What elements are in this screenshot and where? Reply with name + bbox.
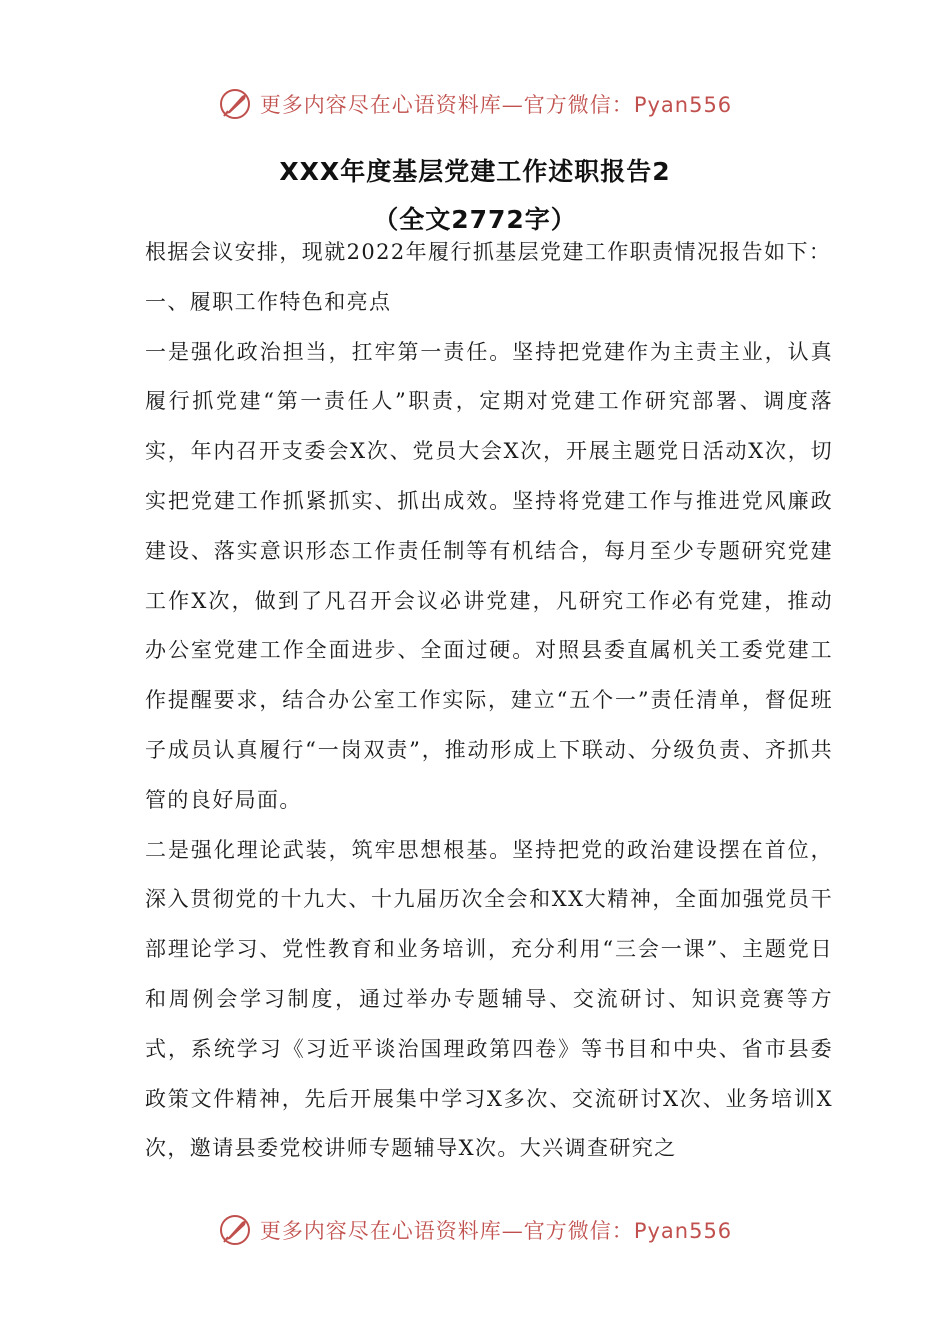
document-subtitle: （全文2772字） — [373, 205, 577, 234]
paragraph-political-responsibility: 一是强化政治担当，扛牢第一责任。坚持把党建作为主责主业，认真履行抓党建“第一责任人”职责，定期对党建工作研究部署、调度落实，年内召开支委会X次、党员大会X次，开展主题党日活动X次，切实把党建工作抓紧抓实、抓出成效。坚持将党建工作与推进党风廉政建设、落实意识形态工作责任制等有机结合，每月至少专题研究党建工作X次，做到了凡召开会议必讲党建，凡研究工作必有党建，推动办公室党建工作全面进步、全面过硬。对照县委直属机关工委党建工作提醒要求，结合办公室工作实际，建立“五个一”责任清单，督促班子成员认真履行“一岗双责”，推动形成上下联动、分级负责、齐抓共管的良好局面。 — [145, 339, 833, 812]
paragraph-theoretical-study: 二是强化理论武装，筑牢思想根基。坚持把党的政治建设摆在首位，深入贯彻党的十九大、十九届历次全会和XX大精神，全面加强党员干部理论学习、党性教育和业务培训，充分利用“三会一课”、主题党日和周例会学习制度，通过举办专题辅导、交流研讨、知识竞赛等方式，系统学习《习近平谈治国理政第四卷》等书目和中央、省市县委政策文件精神，先后开展集中学习X多次、交流研讨X次、业务培训X次，邀请县委党校讲师专题辅导X次。大兴调查研究之 — [145, 837, 833, 1161]
watermark-footer — [0, 1210, 950, 1250]
paragraph-intro: 根据会议安排，现就2022年履行抓基层党建工作职责情况报告如下： — [145, 240, 832, 264]
quill-logo-icon — [218, 1213, 252, 1247]
watermark-text — [260, 89, 732, 119]
watermark-text — [260, 1215, 732, 1245]
watermark-label: 更多内容尽在心语资料库—官方微信： — [259, 1219, 634, 1243]
document-body — [145, 228, 833, 1174]
watermark-label: 更多内容尽在心语资料库—官方微信： — [259, 93, 634, 117]
section-heading: 一、履职工作特色和亮点 — [145, 289, 392, 314]
watermark-wechat-id: Pyan556 — [633, 93, 733, 117]
watermark-header — [0, 84, 950, 124]
document-title: XXX年度基层党建工作述职报告2 — [279, 157, 671, 186]
watermark-wechat-id: Pyan556 — [633, 1219, 733, 1243]
quill-logo-icon — [218, 87, 252, 121]
